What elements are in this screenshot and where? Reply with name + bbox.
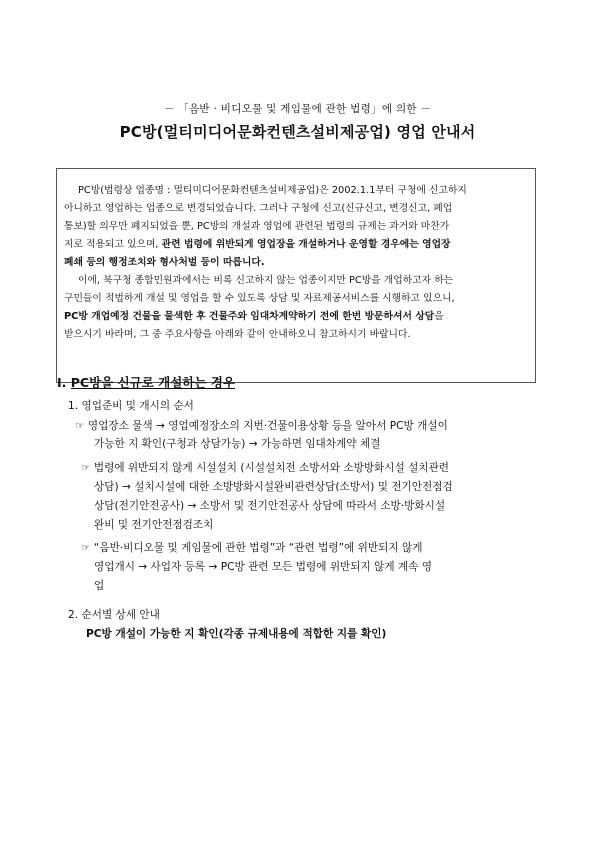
list-item-heading: 2. 순서별 상세 안내 [68, 609, 160, 621]
document-title: PC방(멀티미디어문화컨텐츠설비제공업) 영업 안내서 [119, 123, 476, 141]
notice-line: 이에, 북구청 종합민원과에서는 비록 신고하지 않는 업종이지만 PC방을 개업하고자 하는 [78, 275, 454, 286]
guide-line: ☞ “음반·비디오물 및 게임물에 관한 법령”과 “관련 법령”에 위반되지 않게 [81, 542, 423, 554]
guide-line: ☞ 법령에 위반되지 않게 시설설치 (시설설치전 소방서와 소방방화시설 설치관련 [81, 462, 450, 474]
notice-line: 구민들이 적법하게 개설 및 영업을 할 수 있도록 상담 및 자료제공서비스를 시행하고 있으니, [64, 293, 455, 304]
notice-emphasis: 관련 법령에 위반되게 영업장을 개설하거나 운영할 경우에는 영업장 [161, 239, 451, 250]
section-heading [57, 373, 235, 391]
notice-line [64, 308, 444, 326]
notice-line: 아니하고 영업하는 업종으로 변경되었습니다. 그러나 구청에 신고(신규신고, 변경신고, 폐업 [64, 203, 453, 214]
guide-line: 완비 및 전기안전점검조치 [94, 519, 214, 531]
notice-line: 통보)할 의무만 폐지되었을 뿐, PC방의 개설과 영업에 관련된 법령의 규제는 과거와 마찬가 [64, 221, 450, 232]
document-subtitle: － 「음반 · 비디오물 및 게임물에 관한 법령」에 의한 － [163, 103, 432, 115]
guide-line: 가능한 지 확인(구청과 상담가능) → 가능하면 임대차계약 체결 [94, 438, 381, 450]
section-numeral: Ⅰ. [57, 375, 71, 390]
guide-line: 업 [94, 580, 105, 592]
guide-line: 영업개시 → 사업자 등록 → PC방 관련 모든 법령에 위반되지 않게 계속 영 [94, 561, 433, 573]
section-title: PC방을 신규로 개설하는 경우 [70, 375, 235, 390]
notice-text: 지로 적용되고 있으며, [64, 239, 162, 250]
guide-line: 상담) → 설치시설에 대한 소방방화시설완비관련상담(소방서) 및 전기안전점검 [94, 481, 453, 493]
detail-subheading: PC방 개설이 가능한 지 확인(각종 규제내용에 적합한 지를 확인) [86, 628, 387, 640]
notice-line: 받으시기 바라며, 그 중 주요사항을 아래와 같이 안내하오니 참고하시기 바랍니다. [64, 329, 411, 340]
guide-line: 상담(전기안전공사) → 소방서 및 전기안전공사 상담에 따라서 소방·방화시설 [94, 500, 446, 512]
list-item-heading: 1. 영업준비 및 개시의 순서 [68, 400, 194, 412]
notice-emphasis: PC방 개업예정 건물을 물색한 후 건물주와 임대차계약하기 전에 한번 방문하셔서 상담 [64, 311, 435, 322]
notice-line: PC방(법령상 업종명 : 멀티미디어문화컨텐츠설비제공업)은 2002.1.1부터 구청에 신고하지 [78, 185, 467, 196]
notice-line [64, 236, 451, 254]
notice-text: 을 [434, 311, 444, 322]
guide-line: ☞ 영업장소 물색 → 영업예정장소의 지번·건물이용상황 등을 알아서 PC방 개설이 [75, 420, 448, 432]
notice-emphasis-line: 폐쇄 등의 행정조치와 형사처벌 등이 따릅니다. [64, 257, 265, 268]
